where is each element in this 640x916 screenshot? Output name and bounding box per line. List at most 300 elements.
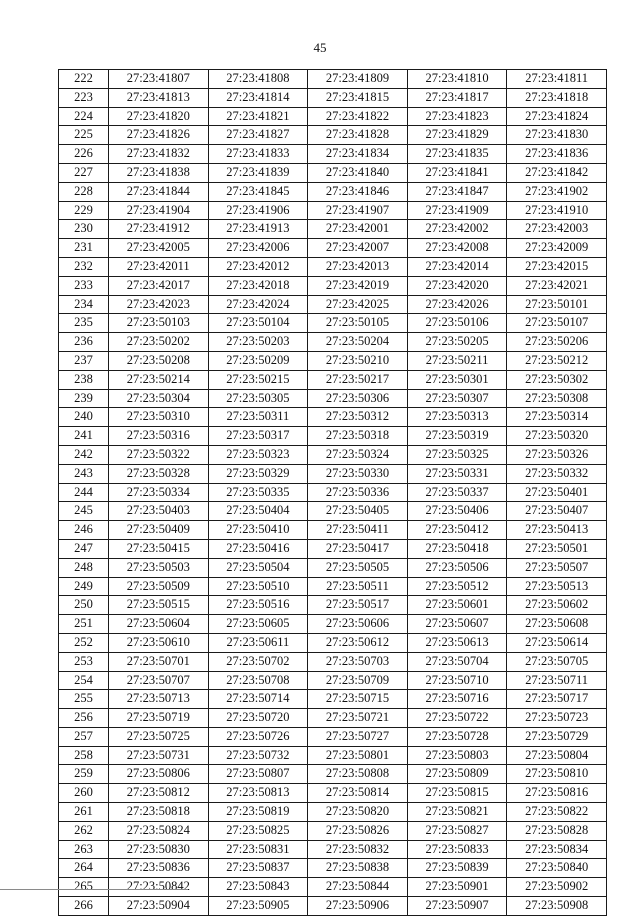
cadastral-number-cell: 27:23:41822 <box>308 107 408 126</box>
table-row <box>59 145 607 164</box>
table-row <box>59 182 607 201</box>
cadastral-number-cell: 27:23:50812 <box>109 784 209 803</box>
cadastral-number-cell: 27:23:50827 <box>407 821 507 840</box>
cadastral-number-cell: 27:23:50808 <box>308 765 408 784</box>
cadastral-number-cell: 27:23:50214 <box>109 370 209 389</box>
cadastral-number-cell: 27:23:50905 <box>208 897 308 916</box>
cadastral-number-cell: 27:23:50405 <box>308 502 408 521</box>
cadastral-number-cell: 27:23:50215 <box>208 370 308 389</box>
cadastral-number-cell: 27:23:50834 <box>507 840 607 859</box>
cadastral-number-cell: 27:23:50304 <box>109 389 209 408</box>
table-row <box>59 577 607 596</box>
cadastral-number-cell: 27:23:50105 <box>308 314 408 333</box>
cadastral-number-cell: 27:23:50418 <box>407 539 507 558</box>
cadastral-number-cell: 27:23:50612 <box>308 633 408 652</box>
cadastral-number-cell: 27:23:50308 <box>507 389 607 408</box>
cadastral-number-cell: 27:23:50326 <box>507 445 607 464</box>
cadastral-number-cell: 27:23:50837 <box>208 859 308 878</box>
cadastral-number-cell: 27:23:50305 <box>208 389 308 408</box>
cadastral-number-cell: 27:23:41904 <box>109 201 209 220</box>
cadastral-number-cell: 27:23:50411 <box>308 521 408 540</box>
cadastral-number-cell: 27:23:42018 <box>208 276 308 295</box>
cadastral-number-cell: 27:23:42014 <box>407 257 507 276</box>
cadastral-number-cell: 27:23:50902 <box>507 878 607 897</box>
cadastral-number-cell: 27:23:50839 <box>407 859 507 878</box>
cadastral-number-cell: 27:23:50722 <box>407 709 507 728</box>
table-row <box>59 709 607 728</box>
cadastral-number-cell: 27:23:50713 <box>109 690 209 709</box>
cadastral-number-cell: 27:23:50605 <box>208 615 308 634</box>
row-number-cell: 238 <box>59 370 109 389</box>
table-row <box>59 803 607 822</box>
cadastral-number-cell: 27:23:50507 <box>507 558 607 577</box>
cadastral-number-cell: 27:23:50217 <box>308 370 408 389</box>
cadastral-number-cell: 27:23:41824 <box>507 107 607 126</box>
cadastral-number-cell: 27:23:50322 <box>109 445 209 464</box>
cadastral-number-cell: 27:23:50323 <box>208 445 308 464</box>
cadastral-number-cell: 27:23:50206 <box>507 333 607 352</box>
cadastral-number-cell: 27:23:42021 <box>507 276 607 295</box>
cadastral-number-cell: 27:23:50329 <box>208 464 308 483</box>
cadastral-number-cell: 27:23:50711 <box>507 671 607 690</box>
table-row <box>59 502 607 521</box>
cadastral-number-cell: 27:23:50506 <box>407 558 507 577</box>
cadastral-number-cell: 27:23:41807 <box>109 70 209 89</box>
cadastral-number-cell: 27:23:42009 <box>507 239 607 258</box>
cadastral-number-cell: 27:23:50806 <box>109 765 209 784</box>
row-number-cell: 255 <box>59 690 109 709</box>
row-number-cell: 252 <box>59 633 109 652</box>
cadastral-number-cell: 27:23:41840 <box>308 163 408 182</box>
cadastral-number-cell: 27:23:41839 <box>208 163 308 182</box>
table-row <box>59 897 607 916</box>
cadastral-number-cell: 27:23:50517 <box>308 596 408 615</box>
row-number-cell: 228 <box>59 182 109 201</box>
cadastral-number-cell: 27:23:50840 <box>507 859 607 878</box>
cadastral-number-cell: 27:23:50210 <box>308 351 408 370</box>
cadastral-number-cell: 27:23:50107 <box>507 314 607 333</box>
cadastral-number-cell: 27:23:50607 <box>407 615 507 634</box>
table-row <box>59 351 607 370</box>
cadastral-number-cell: 27:23:42026 <box>407 295 507 314</box>
row-number-cell: 226 <box>59 145 109 164</box>
cadastral-number-cell: 27:23:41815 <box>308 88 408 107</box>
cadastral-number-cell: 27:23:50205 <box>407 333 507 352</box>
row-number-cell: 248 <box>59 558 109 577</box>
row-number-cell: 247 <box>59 539 109 558</box>
row-number-cell: 258 <box>59 746 109 765</box>
cadastral-number-cell: 27:23:41909 <box>407 201 507 220</box>
cadastral-number-cell: 27:23:50511 <box>308 577 408 596</box>
cadastral-number-cell: 27:23:50209 <box>208 351 308 370</box>
table-row <box>59 539 607 558</box>
cadastral-number-cell: 27:23:42005 <box>109 239 209 258</box>
cadastral-number-cell: 27:23:50404 <box>208 502 308 521</box>
cadastral-number-cell: 27:23:50818 <box>109 803 209 822</box>
cadastral-number-cell: 27:23:50312 <box>308 408 408 427</box>
cadastral-number-cell: 27:23:50601 <box>407 596 507 615</box>
table-row <box>59 257 607 276</box>
cadastral-number-cell: 27:23:41826 <box>109 126 209 145</box>
table-row <box>59 483 607 502</box>
table-row <box>59 408 607 427</box>
cadastral-number-cell: 27:23:50307 <box>407 389 507 408</box>
cadastral-number-cell: 27:23:42023 <box>109 295 209 314</box>
cadastral-number-cell: 27:23:41913 <box>208 220 308 239</box>
row-number-cell: 232 <box>59 257 109 276</box>
cadastral-number-cell: 27:23:41829 <box>407 126 507 145</box>
cadastral-number-cell: 27:23:50320 <box>507 427 607 446</box>
cadastral-number-cell: 27:23:50804 <box>507 746 607 765</box>
cadastral-number-cell: 27:23:50608 <box>507 615 607 634</box>
table-row <box>59 389 607 408</box>
cadastral-number-cell: 27:23:50707 <box>109 671 209 690</box>
cadastral-number-cell: 27:23:50814 <box>308 784 408 803</box>
cadastral-number-cell: 27:23:41838 <box>109 163 209 182</box>
cadastral-number-cell: 27:23:50301 <box>407 370 507 389</box>
table-row <box>59 239 607 258</box>
cadastral-number-cell: 27:23:50710 <box>407 671 507 690</box>
cadastral-number-cell: 27:23:50334 <box>109 483 209 502</box>
cadastral-number-cell: 27:23:42002 <box>407 220 507 239</box>
row-number-cell: 229 <box>59 201 109 220</box>
cadastral-number-cell: 27:23:50410 <box>208 521 308 540</box>
cadastral-number-cell: 27:23:41828 <box>308 126 408 145</box>
cadastral-number-cell: 27:23:50819 <box>208 803 308 822</box>
cadastral-number-cell: 27:23:50325 <box>407 445 507 464</box>
cadastral-number-cell: 27:23:42024 <box>208 295 308 314</box>
cadastral-number-cell: 27:23:50704 <box>407 652 507 671</box>
cadastral-number-cell: 27:23:42020 <box>407 276 507 295</box>
table-row <box>59 821 607 840</box>
cadastral-number-cell: 27:23:50516 <box>208 596 308 615</box>
table-row <box>59 615 607 634</box>
row-number-cell: 237 <box>59 351 109 370</box>
cadastral-number-cell: 27:23:41910 <box>507 201 607 220</box>
row-number-cell: 264 <box>59 859 109 878</box>
cadastral-number-cell: 27:23:42013 <box>308 257 408 276</box>
cadastral-number-cell: 27:23:41808 <box>208 70 308 89</box>
table-row <box>59 333 607 352</box>
cadastral-number-cell: 27:23:41809 <box>308 70 408 89</box>
cadastral-number-cell: 27:23:50728 <box>407 727 507 746</box>
cadastral-number-cell: 27:23:50503 <box>109 558 209 577</box>
cadastral-number-cell: 27:23:50725 <box>109 727 209 746</box>
table-row <box>59 765 607 784</box>
table-row <box>59 295 607 314</box>
cadastral-number-cell: 27:23:50406 <box>407 502 507 521</box>
cadastral-number-cell: 27:23:50832 <box>308 840 408 859</box>
cadastral-number-cell: 27:23:50810 <box>507 765 607 784</box>
cadastral-number-cell: 27:23:50844 <box>308 878 408 897</box>
cadastral-number-cell: 27:23:50332 <box>507 464 607 483</box>
table-row <box>59 445 607 464</box>
cadastral-number-cell: 27:23:42006 <box>208 239 308 258</box>
row-number-cell: 254 <box>59 671 109 690</box>
cadastral-number-cell: 27:23:42011 <box>109 257 209 276</box>
row-number-cell: 224 <box>59 107 109 126</box>
table-row <box>59 784 607 803</box>
cadastral-number-cell: 27:23:41830 <box>507 126 607 145</box>
cadastral-number-cell: 27:23:50807 <box>208 765 308 784</box>
cadastral-number-cell: 27:23:41912 <box>109 220 209 239</box>
cadastral-number-cell: 27:23:50836 <box>109 859 209 878</box>
cadastral-number-cell: 27:23:50337 <box>407 483 507 502</box>
cadastral-number-cell: 27:23:50318 <box>308 427 408 446</box>
cadastral-number-cell: 27:23:50407 <box>507 502 607 521</box>
cadastral-number-cell: 27:23:41847 <box>407 182 507 201</box>
cadastral-number-cell: 27:23:50604 <box>109 615 209 634</box>
table-row <box>59 201 607 220</box>
cadastral-number-cell: 27:23:50106 <box>407 314 507 333</box>
cadastral-number-cell: 27:23:50703 <box>308 652 408 671</box>
table-row <box>59 126 607 145</box>
cadastral-number-cell: 27:23:50815 <box>407 784 507 803</box>
cadastral-number-cell: 27:23:42007 <box>308 239 408 258</box>
row-number-cell: 245 <box>59 502 109 521</box>
row-number-cell: 234 <box>59 295 109 314</box>
cadastral-number-cell: 27:23:50316 <box>109 427 209 446</box>
cadastral-number-cell: 27:23:41811 <box>507 70 607 89</box>
cadastral-number-cell: 27:23:50908 <box>507 897 607 916</box>
cadastral-number-cell: 27:23:50803 <box>407 746 507 765</box>
table-row <box>59 878 607 897</box>
cadastral-number-cell: 27:23:50412 <box>407 521 507 540</box>
row-number-cell: 225 <box>59 126 109 145</box>
cadastral-number-cell: 27:23:42012 <box>208 257 308 276</box>
cadastral-number-cell: 27:23:50716 <box>407 690 507 709</box>
cadastral-number-cell: 27:23:50319 <box>407 427 507 446</box>
cadastral-number-cell: 27:23:41835 <box>407 145 507 164</box>
cadastral-number-cell: 27:23:41817 <box>407 88 507 107</box>
table-row <box>59 859 607 878</box>
row-number-cell: 233 <box>59 276 109 295</box>
cadastral-number-cell: 27:23:50509 <box>109 577 209 596</box>
cadastral-number-cell: 27:23:50317 <box>208 427 308 446</box>
cadastral-number-cell: 27:23:50311 <box>208 408 308 427</box>
cadastral-number-cell: 27:23:50822 <box>507 803 607 822</box>
cadastral-number-cell: 27:23:41842 <box>507 163 607 182</box>
cadastral-number-cell: 27:23:50904 <box>109 897 209 916</box>
row-number-cell: 250 <box>59 596 109 615</box>
cadastral-number-cell: 27:23:50731 <box>109 746 209 765</box>
cadastral-number-cell: 27:23:41833 <box>208 145 308 164</box>
cadastral-number-cell: 27:23:41845 <box>208 182 308 201</box>
cadastral-number-cell: 27:23:50705 <box>507 652 607 671</box>
cadastral-number-cell: 27:23:42017 <box>109 276 209 295</box>
cadastral-number-cell: 27:23:50324 <box>308 445 408 464</box>
cadastral-number-cell: 27:23:50719 <box>109 709 209 728</box>
cadastral-number-cell: 27:23:42025 <box>308 295 408 314</box>
cadastral-number-cell: 27:23:50721 <box>308 709 408 728</box>
cadastral-number-cell: 27:23:50901 <box>407 878 507 897</box>
cadastral-number-cell: 27:23:50306 <box>308 389 408 408</box>
cadastral-number-cell: 27:23:41841 <box>407 163 507 182</box>
cadastral-number-cell: 27:23:50335 <box>208 483 308 502</box>
cadastral-number-cell: 27:23:42019 <box>308 276 408 295</box>
cadastral-number-cell: 27:23:50613 <box>407 633 507 652</box>
table-row <box>59 370 607 389</box>
row-number-cell: 230 <box>59 220 109 239</box>
cadastral-number-cell: 27:23:50820 <box>308 803 408 822</box>
row-number-cell: 265 <box>59 878 109 897</box>
cadastral-number-cell: 27:23:50104 <box>208 314 308 333</box>
table-row <box>59 427 607 446</box>
cadastral-number-cell: 27:23:50715 <box>308 690 408 709</box>
cadastral-number-cell: 27:23:41902 <box>507 182 607 201</box>
cadastral-number-cell: 27:23:50717 <box>507 690 607 709</box>
cadastral-number-cell: 27:23:50732 <box>208 746 308 765</box>
cadastral-number-cell: 27:23:41813 <box>109 88 209 107</box>
row-number-cell: 253 <box>59 652 109 671</box>
cadastral-number-cell: 27:23:50203 <box>208 333 308 352</box>
cadastral-number-cell: 27:23:41818 <box>507 88 607 107</box>
row-number-cell: 256 <box>59 709 109 728</box>
cadastral-number-cell: 27:23:50208 <box>109 351 209 370</box>
cadastral-number-cell: 27:23:50709 <box>308 671 408 690</box>
cadastral-number-cell: 27:23:50726 <box>208 727 308 746</box>
table-row <box>59 276 607 295</box>
table-row <box>59 464 607 483</box>
row-number-cell: 235 <box>59 314 109 333</box>
table-row <box>59 633 607 652</box>
row-number-cell: 244 <box>59 483 109 502</box>
row-number-cell: 227 <box>59 163 109 182</box>
cadastral-number-cell: 27:23:50512 <box>407 577 507 596</box>
cadastral-number-cell: 27:23:41814 <box>208 88 308 107</box>
row-number-cell: 263 <box>59 840 109 859</box>
row-number-cell: 266 <box>59 897 109 916</box>
cadastral-number-cell: 27:23:50101 <box>507 295 607 314</box>
cadastral-number-cell: 27:23:50504 <box>208 558 308 577</box>
cadastral-number-cell: 27:23:50202 <box>109 333 209 352</box>
row-number-cell: 249 <box>59 577 109 596</box>
cadastral-number-cell: 27:23:50515 <box>109 596 209 615</box>
cadastral-number-cell: 27:23:50611 <box>208 633 308 652</box>
cadastral-number-cell: 27:23:50825 <box>208 821 308 840</box>
cadastral-number-cell: 27:23:41821 <box>208 107 308 126</box>
table-row <box>59 596 607 615</box>
cadastral-number-cell: 27:23:50831 <box>208 840 308 859</box>
cadastral-number-cell: 27:23:50211 <box>407 351 507 370</box>
page-number: 45 <box>313 40 327 55</box>
row-number-cell: 260 <box>59 784 109 803</box>
cadastral-number-cell: 27:23:50328 <box>109 464 209 483</box>
cadastral-number-cell: 27:23:50501 <box>507 539 607 558</box>
row-number-cell: 223 <box>59 88 109 107</box>
table-row <box>59 690 607 709</box>
table-row <box>59 220 607 239</box>
cadastral-number-cell: 27:23:41844 <box>109 182 209 201</box>
table-row <box>59 652 607 671</box>
cadastral-number-cell: 27:23:50842 <box>109 878 209 897</box>
cadastral-number-cell: 27:23:50801 <box>308 746 408 765</box>
cadastral-number-cell: 27:23:42015 <box>507 257 607 276</box>
cadastral-number-cell: 27:23:42001 <box>308 220 408 239</box>
table-row <box>59 521 607 540</box>
cadastral-number-cell: 27:23:50809 <box>407 765 507 784</box>
cadastral-number-cell: 27:23:41832 <box>109 145 209 164</box>
cadastral-number-cell: 27:23:50415 <box>109 539 209 558</box>
cadastral-number-cell: 27:23:50610 <box>109 633 209 652</box>
cadastral-number-cell: 27:23:50727 <box>308 727 408 746</box>
cadastral-number-cell: 27:23:50816 <box>507 784 607 803</box>
cadastral-number-cell: 27:23:50416 <box>208 539 308 558</box>
row-number-cell: 241 <box>59 427 109 446</box>
row-number-cell: 262 <box>59 821 109 840</box>
row-number-cell: 246 <box>59 521 109 540</box>
cadastral-number-cell: 27:23:50403 <box>109 502 209 521</box>
cadastral-number-cell: 27:23:50906 <box>308 897 408 916</box>
cadastral-number-cell: 27:23:41810 <box>407 70 507 89</box>
cadastral-number-cell: 27:23:50813 <box>208 784 308 803</box>
cadastral-number-cell: 27:23:41823 <box>407 107 507 126</box>
row-number-cell: 257 <box>59 727 109 746</box>
cadastral-number-cell: 27:23:42003 <box>507 220 607 239</box>
row-number-cell: 231 <box>59 239 109 258</box>
cadastral-number-cell: 27:23:50907 <box>407 897 507 916</box>
cadastral-number-cell: 27:23:50204 <box>308 333 408 352</box>
cadastral-number-cell: 27:23:42008 <box>407 239 507 258</box>
row-number-cell: 236 <box>59 333 109 352</box>
cadastral-number-cell: 27:23:41846 <box>308 182 408 201</box>
cadastral-number-cell: 27:23:50602 <box>507 596 607 615</box>
cadastral-number-cell: 27:23:50330 <box>308 464 408 483</box>
cadastral-number-cell: 27:23:50606 <box>308 615 408 634</box>
cadastral-number-cell: 27:23:50310 <box>109 408 209 427</box>
cadastral-number-cell: 27:23:50417 <box>308 539 408 558</box>
row-number-cell: 222 <box>59 70 109 89</box>
row-number-cell: 261 <box>59 803 109 822</box>
table-row <box>59 107 607 126</box>
row-number-cell: 239 <box>59 389 109 408</box>
cadastral-number-cell: 27:23:50314 <box>507 408 607 427</box>
table-row <box>59 671 607 690</box>
cadastral-number-cell: 27:23:50824 <box>109 821 209 840</box>
row-number-cell: 242 <box>59 445 109 464</box>
cadastral-number-cell: 27:23:50729 <box>507 727 607 746</box>
table-row <box>59 70 607 89</box>
table-row <box>59 727 607 746</box>
cadastral-number-cell: 27:23:50701 <box>109 652 209 671</box>
cadastral-number-cell: 27:23:50702 <box>208 652 308 671</box>
cadastral-number-cell: 27:23:50838 <box>308 859 408 878</box>
cadastral-number-cell: 27:23:50212 <box>507 351 607 370</box>
table-row <box>59 840 607 859</box>
cadastral-number-cell: 27:23:50714 <box>208 690 308 709</box>
cadastral-number-cell: 27:23:50331 <box>407 464 507 483</box>
cadastral-number-cell: 27:23:50821 <box>407 803 507 822</box>
table-body <box>59 70 607 916</box>
cadastral-number-cell: 27:23:50401 <box>507 483 607 502</box>
footer-rule <box>0 889 188 890</box>
cadastral-number-cell: 27:23:41836 <box>507 145 607 164</box>
cadastral-number-cell: 27:23:50103 <box>109 314 209 333</box>
cadastral-number-cell: 27:23:41906 <box>208 201 308 220</box>
table-row <box>59 558 607 577</box>
row-number-cell: 259 <box>59 765 109 784</box>
cadastral-number-cell: 27:23:50833 <box>407 840 507 859</box>
cadastral-numbers-table <box>58 69 607 916</box>
cadastral-number-cell: 27:23:41827 <box>208 126 308 145</box>
cadastral-number-cell: 27:23:41820 <box>109 107 209 126</box>
table-row <box>59 88 607 107</box>
table-row <box>59 746 607 765</box>
cadastral-number-cell: 27:23:50413 <box>507 521 607 540</box>
cadastral-number-cell: 27:23:50510 <box>208 577 308 596</box>
cadastral-number-cell: 27:23:41907 <box>308 201 408 220</box>
cadastral-number-cell: 27:23:41834 <box>308 145 408 164</box>
